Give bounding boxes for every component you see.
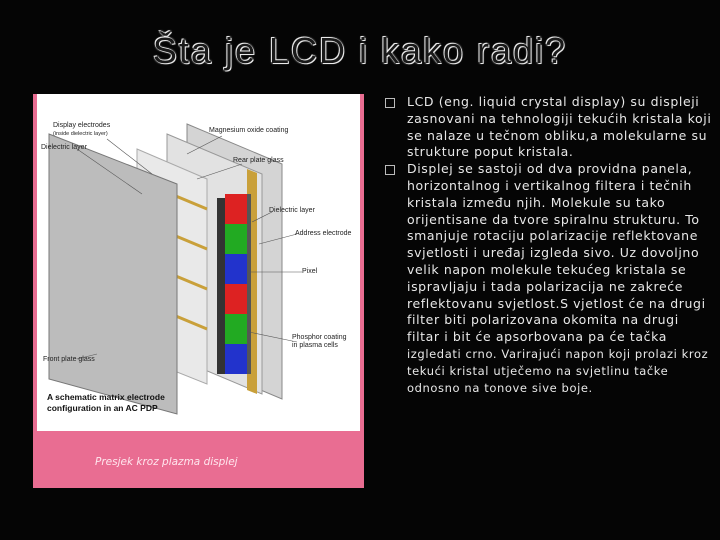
label-address-electrode: Address electrode [295, 230, 352, 237]
bullet-list [382, 94, 712, 396]
figure-caption: A schematic matrix electrode configuration in an AC PDP [47, 392, 165, 413]
label-display-electrodes: Display electrodes (inside dielectric layer) [53, 122, 111, 137]
label-dielectric-layer-2: Dielectric layer [269, 207, 315, 214]
image-caption: Presjek kroz plazma displej [95, 456, 238, 468]
bullet-item [382, 94, 712, 161]
label-rear-plate-glass: Rear plate glass [233, 157, 284, 164]
pixel-cells [217, 194, 251, 374]
pdp-schematic-figure [37, 94, 360, 431]
bullet-text: LCD (eng. liquid crystal display) su displeji zasnovani na tehnologiji tekućih kristala koji se nalaze u tečnom obliku,a molekularne su strukture poput kristala. [407, 94, 712, 160]
label-phosphor-coating: Phosphor coating in plasma cells [292, 334, 347, 349]
label-front-plate-glass: Front plate glass [43, 356, 95, 363]
hollow-square-bullet-icon [385, 98, 395, 108]
label-pixel: Pixel [302, 268, 318, 275]
bullet-text-tail: izgledati crno. Varirajući napon koji prolazi kroz tekući kristal utječemo na svjetlinu tačke odnosno na tonove sive boje. [407, 346, 709, 395]
label-magnesium-oxide: Magnesium oxide coating [209, 127, 289, 134]
hollow-square-bullet-icon [385, 165, 395, 175]
label-dielectric-layer: Dielectric layer [41, 144, 87, 151]
slide-title: Šta je LCD i kako radi? [152, 30, 568, 71]
image-panel [33, 94, 364, 488]
bullet-item [382, 161, 712, 396]
bullet-text: Displej se sastoji od dva providna panela, horizontalnog i vertikalnog filtera i tečnih kristala između njih. Molekule su tako orijentisane da tvore spiralnu strukturu. To smanjuje rotaciju polarizacije reflektovane svjetlosti i uređaj izgleda sivo. Uz dovoljno velik napon molekule tekućeg kristala se ispravljaju i tada polarizacija ne zakreće reflektovanu svjetlost.S vjetlost će na drugi filter biti polarizovana okomita na drugi filtar i bit će apsorbovana pa će tačka [407, 161, 706, 345]
